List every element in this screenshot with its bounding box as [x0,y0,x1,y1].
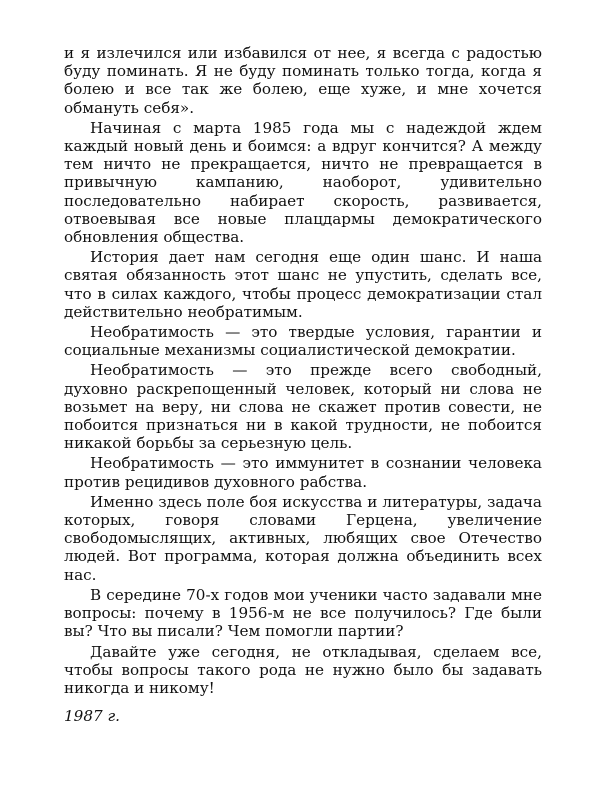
paragraph-3: История дает нам сегодня еще один шанс. И наша святая обязанность этот шанс не упустить, сделать все, что в силах каждого, чтобы процесс демократизации стал действительно необратимым. [64,248,542,321]
paragraph-1: и я излечился или избавился от нее, я всегда с радостью буду поминать. Я не буду поминать только тогда, когда я болею и все так же болею, еще хуже, и мне хочется обмануть себя». [64,44,542,117]
paragraph-5: Необратимость — это прежде всего свободный, духовно раскрепощенный человек, который ни слова не возьмет на веру, ни слова не скажет против совести, не побоится признаться ни в какой трудности, не побоится никакой борьбы за серьезную цель. [64,361,542,453]
document-page [64,44,542,725]
paragraph-8: В середине 70-х годов мои ученики часто задавали мне вопросы: почему в 1956-м не все получилось? Где были вы? Что вы писали? Чем помогли партии? [64,585,542,641]
date-signature: 1987 г. [64,707,120,726]
paragraph-2: Начиная с марта 1985 года мы с надеждой ждем каждый новый день и боимся: а вдруг кончится? А между тем ничто не прекращается, ничто не превращается в привычную кампанию, наоборот, удивительно последовательно набирает скорость, развивается, отвоевывая все новые плацдармы демократического обновления общества. [64,118,542,247]
paragraph-6: Необратимость — это иммунитет в сознании человека против рецидивов духовного рабства. [64,454,542,491]
paragraph-7: Именно здесь поле боя искусства и литературы, задача которых, говоря словами Герцена, увеличение свободомыслящих, активных, любящих свое Отечество людей. Вот программа, которая должна объединить всех нас. [64,492,542,584]
paragraph-9: Давайте уже сегодня, не откладывая, сделаем все, чтобы вопросы такого рода не нужно было бы задавать никогда и никому! [64,642,542,697]
paragraph-4: Необратимость — это твердые условия, гарантии и социальные механизмы социалистической демократии. [64,323,542,360]
